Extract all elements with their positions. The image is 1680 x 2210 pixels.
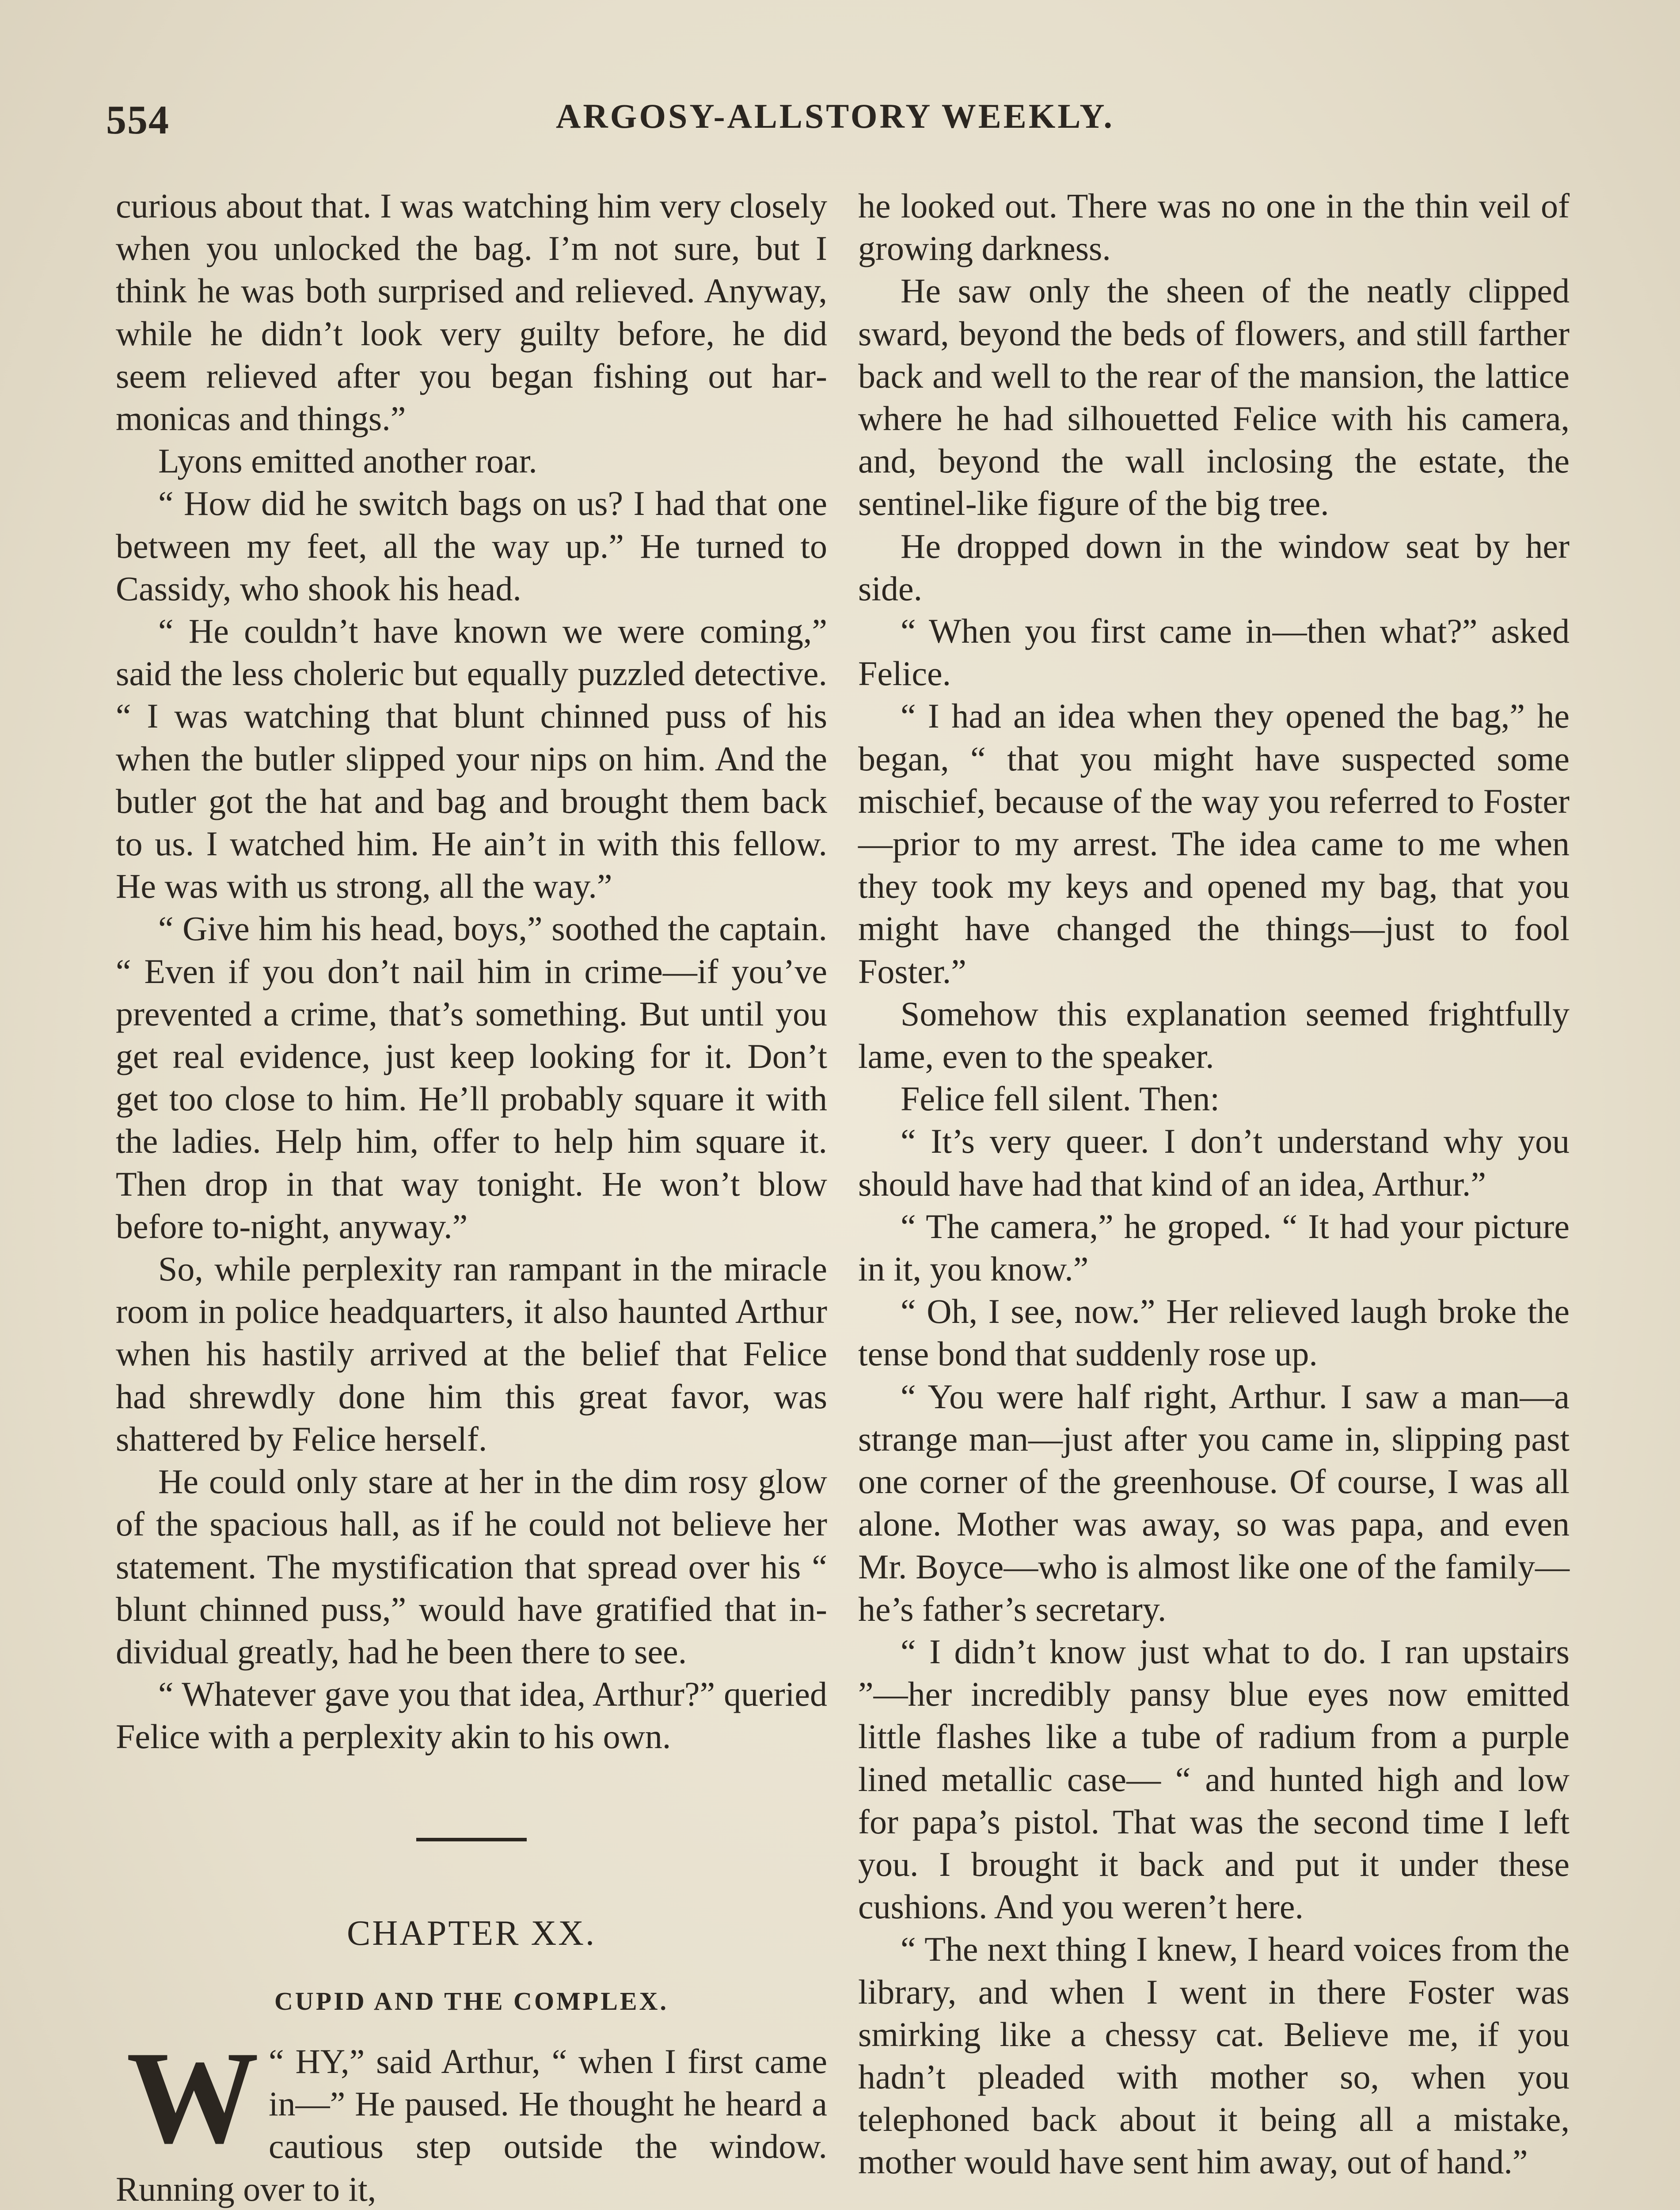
running-head bbox=[106, 96, 1564, 149]
drop-cap: W bbox=[126, 2023, 259, 2171]
paragraph: He dropped down in the window seat by her side. bbox=[858, 526, 1570, 608]
paragraph: “ Give him his head, boys,” soothed the captain. “ Even if you don’t nail him in crime—if you’ve prevented a crime, that’s something. But until you get real evidence, just keep looking for it. Don’t get too close to him. He’ll probably square it with the ladies. Help him, offer to help him square it. Then drop in that way tonight. He won’t blow before to-night, anyway.” bbox=[116, 909, 827, 1246]
left-column bbox=[116, 185, 827, 2210]
section-divider bbox=[416, 1838, 527, 1841]
paragraph: curious about that. I was watching him very closely when you unlocked the bag. I’m not sure, but I think he was both surprised and relieved. Anyway, while he didn’t look very guilty before, he did seem relieved after you began fishing out harmonicas and things.” bbox=[116, 187, 827, 438]
paragraph: “ The next thing I knew, I heard voices from the library, and when I went in there Foster was smirking like a chessy cat. Believe me, if you hadn’t pleaded with mother so, when you telephoned back about it being all a mistake, mother would have sent him away, out of hand.” bbox=[858, 1930, 1570, 2181]
right-column bbox=[858, 185, 1570, 2183]
paragraph: “ I had an idea when they opened the bag,” he began, “ that you might have suspected some mischief, because of the way you referred to Foster—prior to my arrest. The idea came to me when they took my keys and opened my bag, that you might have changed the things—just to fool Foster.” bbox=[858, 697, 1570, 991]
paragraph: He could only stare at her in the dim rosy glow of the spacious hall, as if he could not believe her statement. The mystification that spread over his “ blunt chinned puss,” would have gratified that individual greatly, had he been there to see. bbox=[116, 1462, 827, 1671]
page-number: 554 bbox=[106, 97, 170, 142]
paragraph: “ Whatever gave you that idea, Arthur?” queried Felice with a perplexity akin to his own. bbox=[116, 1675, 827, 1756]
paragraph: So, while perplexity ran rampant in the miracle room in police headquarters, it also haunted Arthur when his hastily arrived at the belief that Felice had shrewdly done him this great favor, was shattered by Felice herself. bbox=[116, 1250, 827, 1458]
chapter-subtitle: CUPID AND THE COMPLEX. bbox=[274, 1986, 669, 2016]
paragraph: “ I didn’t know just what to do. I ran upstairs ”—her incredibly pansy blue eyes now emitted little flashes like a tube of radium from a purple lined metallic case— “ and hunted high and low for papa’s pistol. That was the second time I left you. I brought it back and put it under these cushions. And you weren’t here. bbox=[858, 1632, 1570, 1926]
paragraph: “ Oh, I see, now.” Her relieved laugh broke the tense bond that suddenly rose up. bbox=[858, 1292, 1570, 1373]
paragraph: He saw only the sheen of the neatly clipped sward, beyond the beds of flowers, and still farther back and well to the rear of the mansion, the lattice where he had silhouetted Felice with his camera, and, beyond the wall inclosing the estate, the sentinel-like figure of the big tree. bbox=[858, 271, 1570, 523]
chapter-opening bbox=[116, 2023, 827, 2210]
paragraph: “ You were half right, Arthur. I saw a man—a strange man—just after you came in, slipping past one corner of the greenhouse. Of course, I was all alone. Mother was away, so was papa, and even Mr. Boyce—who is almost like one of the family—he’s father’s secretary. bbox=[858, 1377, 1570, 1628]
paragraph: “ How did he switch bags on us? I had that one between my feet, all the way up.” He turned to Cassidy, who shook his head. bbox=[116, 484, 827, 608]
chapter-title: CHAPTER XX. bbox=[346, 1913, 597, 1953]
paragraph: Somehow this explanation seemed frightfully lame, even to the speaker. bbox=[858, 994, 1570, 1076]
paragraph: Lyons emitted another roar. bbox=[158, 442, 537, 480]
paragraph: “ The camera,” he groped. “ It had your picture in it, you know.” bbox=[858, 1207, 1570, 1288]
paragraph: “ When you first came in—then what?” asked Felice. bbox=[858, 612, 1570, 693]
paragraph: Felice fell silent. Then: bbox=[901, 1079, 1220, 1118]
paragraph: “ He couldn’t have known we were coming,” said the less choleric but equally puzzled detective. “ I was watching that blunt chinned puss of his when the butler slipped your nips on him. And the butler got the hat and bag and brought them back to us. I watched him. He ain’t in with this fellow. He was with us strong, all the way.” bbox=[116, 612, 827, 906]
magazine-title: ARGOSY-ALLSTORY WEEKLY. bbox=[556, 97, 1114, 135]
paragraph: “ HY,” said Arthur, “ when I first came in—” He paused. He thought he heard a cautious step outside the window. Running over to it, bbox=[116, 2042, 827, 2208]
paragraph: he looked out. There was no one in the thin veil of growing darkness. bbox=[858, 187, 1570, 268]
paragraph: “ It’s very queer. I don’t understand why you should have had that kind of an idea, Arthur.” bbox=[858, 1122, 1570, 1203]
